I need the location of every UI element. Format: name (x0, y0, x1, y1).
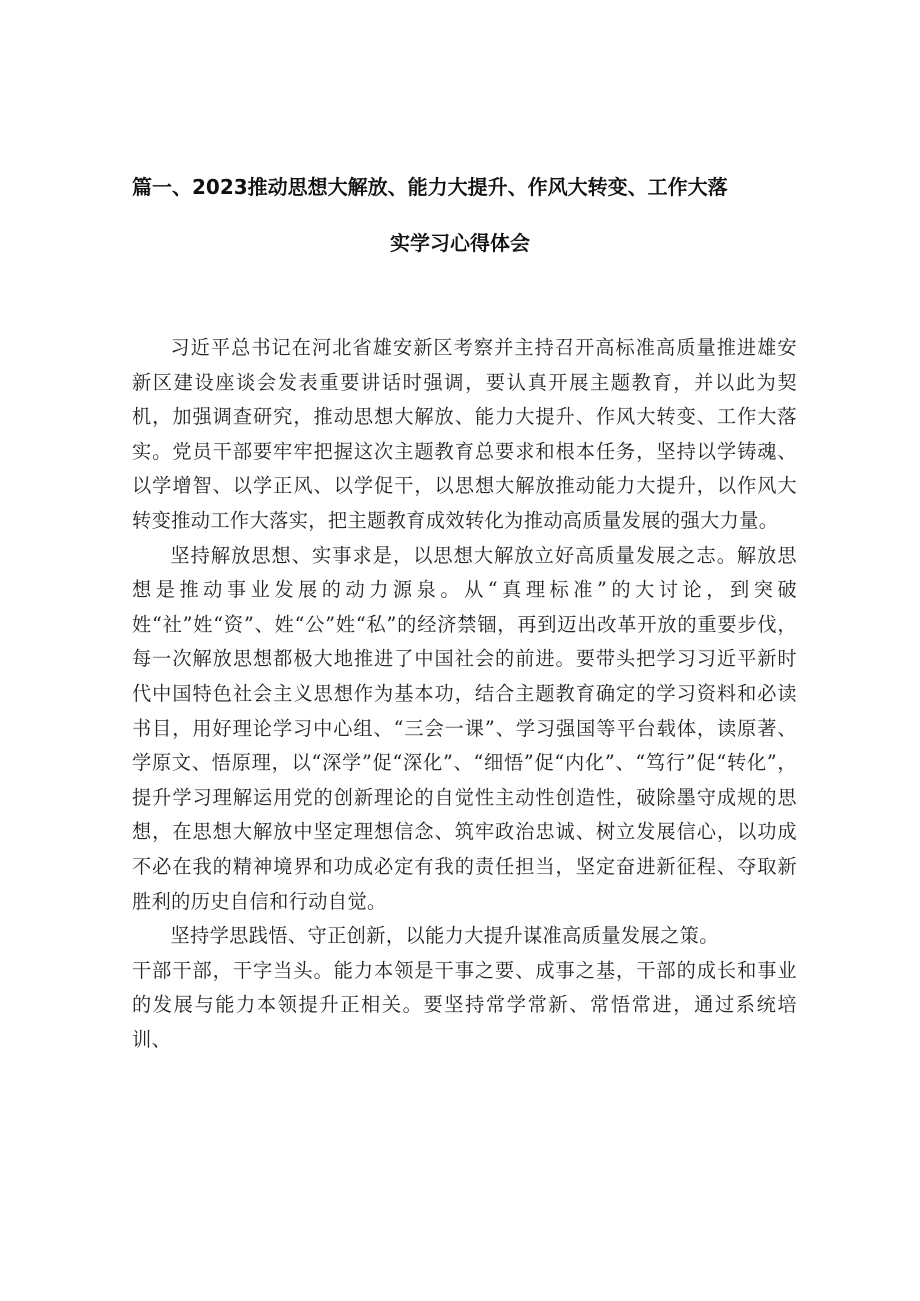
document-title-line-2: 实学习心得体会 (390, 231, 530, 255)
document-title-line-1: 篇一、2023推动思想大解放、能力大提升、作风大转变、工作大落 (132, 175, 728, 199)
paragraph-4: 干部干部，干字当头。能力本领是干事之要、成事之基，干部的成长和事业的发展与能力本领提升正相关。要坚持常学常新、常悟常进，通过系统培训、 (132, 958, 797, 1051)
document-body (132, 331, 797, 1057)
paragraph-1: 习近平总书记在河北省雄安新区考察并主持召开高标准高质量推进雄安新区建设座谈会发表重要讲话时强调，要认真开展主题教育，并以此为契机，加强调查研究，推动思想大解放、能力大提升、作风大转变、工作大落实。党员干部要牢牢把握这次主题教育总要求和根本任务，坚持以学铸魂、以学增智、以学正风、以学促干，以思想大解放推动能力大提升，以作风大转变推动工作大落实，把主题教育成效转化为推动高质量发展的强大力量。 (132, 336, 797, 532)
paragraph-3: 坚持学思践悟、守正创新，以能力大提升谋准高质量发展之策。 (170, 924, 719, 948)
paragraph-2: 坚持解放思想、实事求是，以思想大解放立好高质量发展之志。解放思想是推动事业发展的动力源泉。从“真理标准”的大讨论，到突破姓“社”姓“资”、姓“公”姓“私”的经济禁锢，再到迈出改革开放的重要步伐，每一次解放思想都极大地推进了中国社会的前进。要带头把学习习近平新时代中国特色社会主义思想作为基本功，结合主题教育确定的学习资料和必读书目，用好理论学习中心组、“三会一课”、学习强国等平台载体，读原著、学原文、悟原理，以“深学”促“深化”、“细悟”促“内化”、“笃行”促“转化”，提升学习理解运用党的创新理论的自觉性主动性创造性，破除墨守成规的思想，在思想大解放中坚定理想信念、筑牢政治忠诚、树立发展信心，以功成不必在我的精神境界和功成必定有我的责任担当，坚定奋进新征程、夺取新胜利的历史自信和行动自觉。 (132, 543, 797, 913)
